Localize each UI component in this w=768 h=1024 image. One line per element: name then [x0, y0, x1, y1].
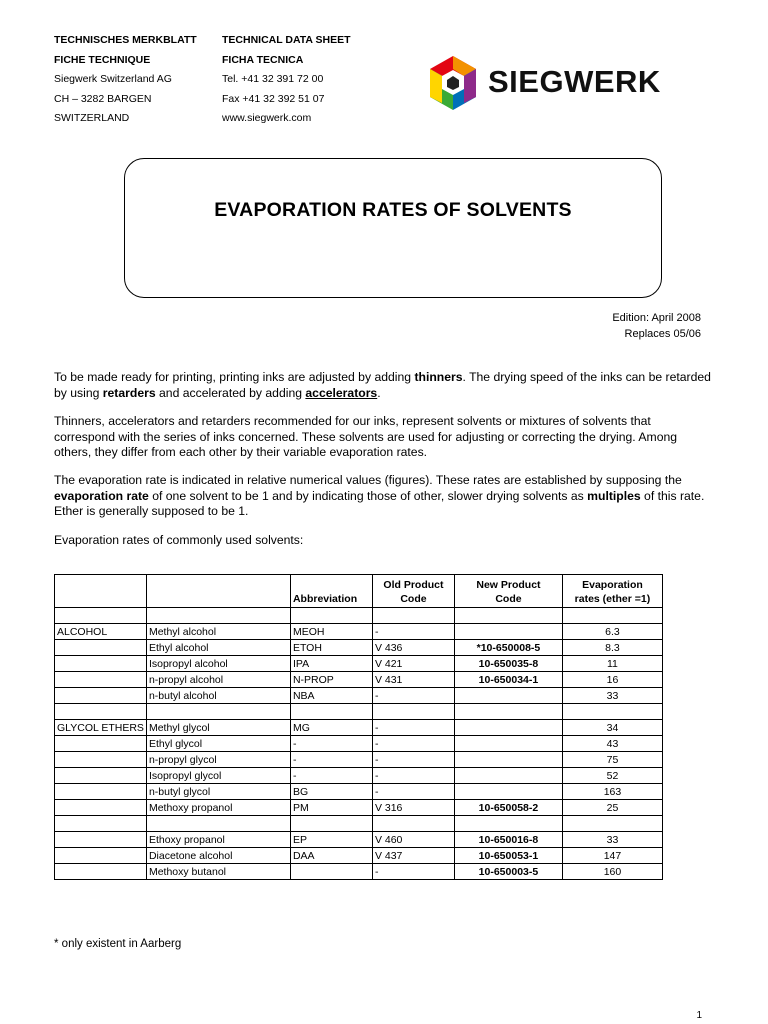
bold-term-retarders: retarders [102, 385, 156, 400]
cell-old-code: - [372, 784, 454, 800]
header-cell-evaporation-rate [562, 575, 662, 608]
table-header-row [55, 575, 663, 608]
cell-old-code: - [372, 864, 454, 880]
header-cell-solvent [146, 575, 290, 608]
cell-evaporation-rate: 52 [562, 768, 662, 784]
table-row [55, 800, 663, 816]
cell-evaporation-rate: 33 [562, 688, 662, 704]
header-text: Code [495, 593, 522, 605]
cell-abbreviation: NBA [290, 688, 372, 704]
cell-new-code: *10-650008-5 [454, 640, 562, 656]
cell-new-code [454, 704, 562, 720]
cell-new-code [454, 720, 562, 736]
cell-old-code: V 436 [372, 640, 454, 656]
cell-evaporation-rate: 147 [562, 848, 662, 864]
cell-old-code [372, 816, 454, 832]
cell-abbreviation: - [290, 768, 372, 784]
cell-abbreviation: EP [290, 832, 372, 848]
header-doc-type-de: TECHNISCHES MERKBLATT [54, 34, 197, 46]
cell-abbreviation: ETOH [290, 640, 372, 656]
table-row [55, 736, 663, 752]
table-row [55, 688, 663, 704]
cell-old-code [372, 704, 454, 720]
cell-evaporation-rate [562, 608, 662, 624]
header-text: Evaporation [582, 579, 643, 591]
page-number: 1 [696, 1010, 702, 1021]
cell-old-code [372, 608, 454, 624]
bold-term-thinners: thinners [414, 370, 463, 384]
text-run: of one solvent to be 1 and by indicating those of other, slower drying solvents as [148, 488, 588, 503]
paragraph-intro [54, 370, 714, 401]
table-row [55, 784, 663, 800]
cell-old-code: V 431 [372, 672, 454, 688]
cell-new-code: 10-650058-2 [454, 800, 562, 816]
cell-category: ALCOHOL [55, 624, 147, 640]
cell-old-code: - [372, 736, 454, 752]
cell-new-code [454, 752, 562, 768]
cell-solvent: Methoxy propanol [146, 800, 290, 816]
paragraph-thinners: Thinners, accelerators and retarders recommended for our inks, represent solvents or mixtures of solvents that correspond with the series of inks concerned. These solvents are used for adjusting or correcting the drying. Among others, they differ from each other by their variable evaporation rates. [54, 414, 678, 459]
cell-solvent: Isopropyl alcohol [146, 656, 290, 672]
cell-category [55, 752, 147, 768]
header-country: SWITZERLAND [54, 112, 130, 124]
cell-abbreviation: MEOH [290, 624, 372, 640]
cell-old-code: - [372, 752, 454, 768]
header-doc-type-en: TECHNICAL DATA SHEET [222, 34, 351, 46]
cell-old-code: V 437 [372, 848, 454, 864]
siegwerk-cube-icon [424, 54, 482, 114]
cell-solvent: Diacetone alcohol [146, 848, 290, 864]
cell-old-code: - [372, 688, 454, 704]
header-middle-block [222, 31, 351, 129]
table-row [55, 720, 663, 736]
title-box [124, 158, 662, 298]
cell-evaporation-rate [562, 704, 662, 720]
cell-evaporation-rate: 75 [562, 752, 662, 768]
cell-new-code: 10-650053-1 [454, 848, 562, 864]
footnote: * only existent in Aarberg [54, 938, 182, 950]
cell-old-code: V 421 [372, 656, 454, 672]
cell-old-code: - [372, 720, 454, 736]
page-title: EVAPORATION RATES OF SOLVENTS [214, 199, 572, 221]
header-doc-type-es: FICHA TECNICA [222, 53, 304, 66]
table-row [55, 624, 663, 640]
cell-category [55, 608, 147, 624]
cell-evaporation-rate: 25 [562, 800, 662, 816]
cell-category [55, 672, 147, 688]
cell-abbreviation: - [290, 736, 372, 752]
table-row [55, 864, 663, 880]
cell-new-code: 10-650016-8 [454, 832, 562, 848]
cell-solvent: n-butyl alcohol [146, 688, 290, 704]
cell-category [55, 848, 147, 864]
cell-evaporation-rate: 43 [562, 736, 662, 752]
edition-info [612, 311, 701, 342]
cell-new-code [454, 608, 562, 624]
bold-term-accelerators: accelerators [305, 385, 378, 400]
header-left-block [54, 31, 197, 129]
cell-solvent: Methoxy butanol [146, 864, 290, 880]
text-run: . [377, 385, 381, 400]
cell-old-code: V 316 [372, 800, 454, 816]
cell-new-code [454, 816, 562, 832]
logo-wordmark: SIEGWERK [488, 64, 661, 99]
cell-old-code: - [372, 768, 454, 784]
table-row [55, 752, 663, 768]
table-row [55, 640, 663, 656]
header-website: www.siegwerk.com [222, 112, 312, 124]
cell-abbreviation [290, 608, 372, 624]
cell-abbreviation [290, 704, 372, 720]
cell-evaporation-rate [562, 816, 662, 832]
cell-evaporation-rate: 11 [562, 656, 662, 672]
cell-evaporation-rate: 160 [562, 864, 662, 880]
text-run: To be made ready for printing, printing inks are adjusted by adding [54, 370, 415, 384]
header-text: New Product [476, 579, 541, 591]
cell-solvent: Ethyl alcohol [146, 640, 290, 656]
paragraph-table-intro: Evaporation rates of commonly used solvents: [54, 533, 304, 547]
cell-new-code: 10-650034-1 [454, 672, 562, 688]
cell-category [55, 768, 147, 784]
table-row [55, 768, 663, 784]
cell-category [55, 736, 147, 752]
bold-term-evaporation-rate: evaporation rate [54, 488, 149, 503]
edition-date: Edition: April 2008 [612, 312, 701, 324]
paragraph-evaporation-rate [54, 473, 714, 520]
cell-solvent [146, 816, 290, 832]
text-run: . The drying speed of the inks can be retarded by using [54, 370, 711, 400]
cell-solvent: Ethoxy propanol [146, 832, 290, 848]
header-cell-category [55, 575, 147, 608]
cell-solvent: n-propyl alcohol [146, 672, 290, 688]
cell-evaporation-rate: 8.3 [562, 640, 662, 656]
cell-solvent [146, 704, 290, 720]
cell-category [55, 800, 147, 816]
cell-abbreviation: N-PROP [290, 672, 372, 688]
header-doc-type-fr: FICHE TECHNIQUE [54, 53, 151, 66]
table-row [55, 608, 663, 624]
cell-solvent: Ethyl glycol [146, 736, 290, 752]
cell-abbreviation [290, 864, 372, 880]
cell-evaporation-rate: 34 [562, 720, 662, 736]
cell-old-code: - [372, 624, 454, 640]
cell-solvent [146, 608, 290, 624]
bold-term-multiples: multiples [587, 488, 641, 503]
header-fax: Fax +41 32 392 51 07 [222, 92, 325, 105]
cell-category [55, 704, 147, 720]
cell-category [55, 816, 147, 832]
cell-abbreviation: IPA [290, 656, 372, 672]
edition-replaces: Replaces 05/06 [624, 327, 701, 340]
cell-solvent: Methyl glycol [146, 720, 290, 736]
cell-evaporation-rate: 16 [562, 672, 662, 688]
cell-evaporation-rate: 163 [562, 784, 662, 800]
cell-new-code [454, 624, 562, 640]
cell-evaporation-rate: 6.3 [562, 624, 662, 640]
cell-new-code: 10-650003-5 [454, 864, 562, 880]
table-row [55, 832, 663, 848]
cell-category: GLYCOL ETHERS [55, 720, 147, 736]
cell-new-code [454, 736, 562, 752]
cell-evaporation-rate: 33 [562, 832, 662, 848]
cell-new-code [454, 768, 562, 784]
header-text: Code [400, 593, 427, 605]
cell-old-code: V 460 [372, 832, 454, 848]
text-run: The evaporation rate is indicated in relative numerical values (figures). These rates are established by supposing the [54, 473, 682, 487]
text-run: and accelerated by adding [155, 385, 306, 400]
header-text: Old Product [383, 579, 444, 591]
cell-category [55, 864, 147, 880]
cell-category [55, 832, 147, 848]
cell-category [55, 640, 147, 656]
cell-abbreviation [290, 816, 372, 832]
cell-new-code [454, 784, 562, 800]
cell-category [55, 688, 147, 704]
cell-new-code: 10-650035-8 [454, 656, 562, 672]
cell-solvent: n-butyl glycol [146, 784, 290, 800]
header-city: CH – 3282 BARGEN [54, 92, 152, 105]
header-phone: Tel. +41 32 391 72 00 [222, 73, 324, 85]
header-cell-abbreviation: Abbreviation [290, 575, 372, 608]
cell-solvent: Isopropyl glycol [146, 768, 290, 784]
cell-category [55, 784, 147, 800]
cell-abbreviation: - [290, 752, 372, 768]
table-row [55, 848, 663, 864]
text-run: of this rate. Ether is generally supposed to be 1. [54, 488, 705, 518]
cell-abbreviation: PM [290, 800, 372, 816]
header-text: rates (ether =1) [574, 593, 651, 605]
table-row [55, 704, 663, 720]
cell-abbreviation: DAA [290, 848, 372, 864]
header-cell-new-code [454, 575, 562, 608]
table-row [55, 672, 663, 688]
header-company: Siegwerk Switzerland AG [54, 73, 172, 85]
cell-solvent: n-propyl glycol [146, 752, 290, 768]
cell-abbreviation: BG [290, 784, 372, 800]
siegwerk-logo [424, 54, 684, 118]
cell-solvent: Methyl alcohol [146, 624, 290, 640]
cell-new-code [454, 688, 562, 704]
table-row [55, 656, 663, 672]
solvent-table [54, 574, 663, 880]
header-cell-old-code [372, 575, 454, 608]
cell-category [55, 656, 147, 672]
table-row [55, 816, 663, 832]
cell-abbreviation: MG [290, 720, 372, 736]
